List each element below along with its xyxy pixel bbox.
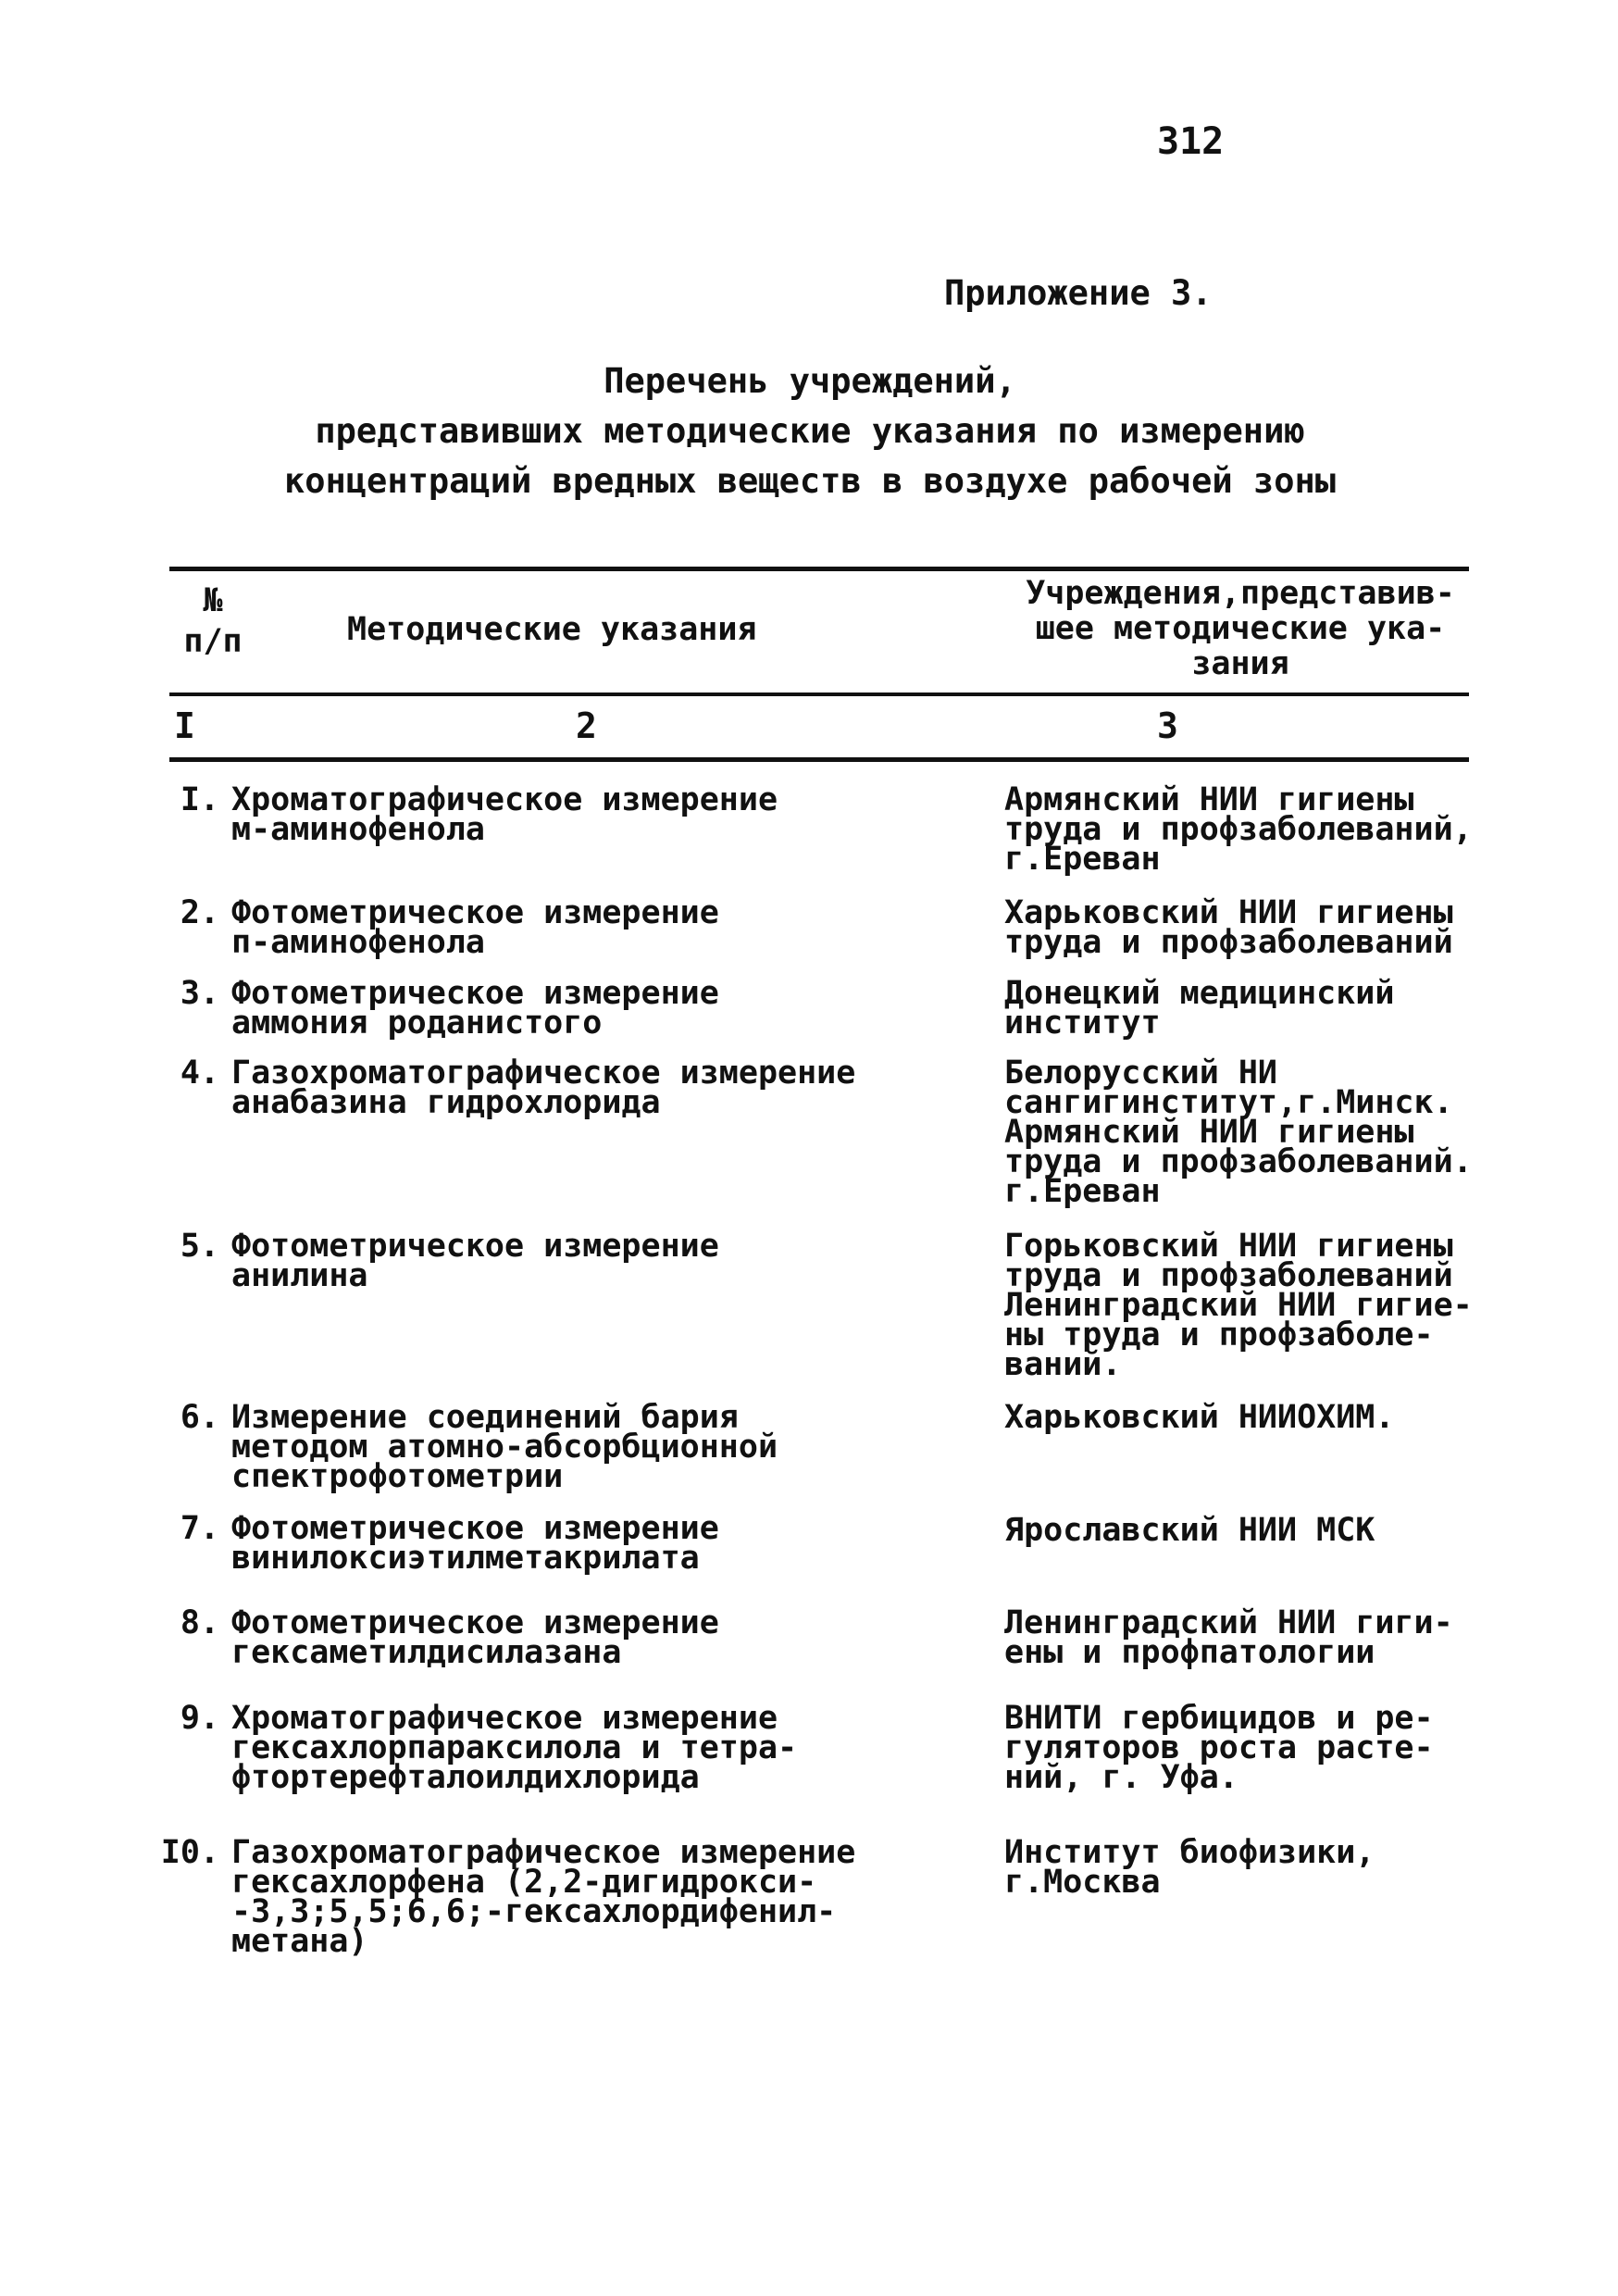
row-method: Газохроматографическое измерение гексахлорфена (2,2-дигидрокси- -3,3;5,5;6,6;-гексахлордифенил- метана) (231, 1834, 856, 1960)
appendix-label: Приложение 3. (944, 273, 1213, 313)
row-institution: Харьковский НИИОХИМ. (1004, 1399, 1395, 1436)
row-number: 4. (180, 1054, 219, 1092)
title-line-1: Перечень учреждений, (604, 361, 1016, 401)
row-method: Газохроматографическое измерение анабазина гидрохлорида (231, 1054, 856, 1121)
header-number: № п/п (183, 582, 243, 660)
row-number: 5. (180, 1228, 219, 1265)
row-number: 3. (180, 975, 219, 1012)
row-number: I. (180, 781, 219, 818)
row-method: Хроматографическое измерение гексахлорпараксилола и тетра- фтортерефталоилдихлорида (231, 1700, 798, 1796)
row-method: Фотометрическое измерение анилина (231, 1228, 719, 1294)
column-number-1: I (174, 705, 195, 746)
row-number: 9. (180, 1700, 219, 1737)
row-number: 6. (180, 1399, 219, 1436)
row-institution: ВНИТИ гербицидов и ре- гуляторов роста расте- ний, г. Уфа. (1004, 1700, 1434, 1796)
row-method: Фотометрическое измерение аммония роданистого (231, 975, 719, 1042)
row-institution: Горьковский НИИ гигиены труда и профзаболеваний Ленинградский НИИ гигие- ны труда и профзаболе- ваний. (1004, 1228, 1473, 1383)
column-number-2: 2 (576, 705, 597, 746)
row-institution: Белорусский НИ сангигинститут,г.Минск. Армянский НИИ гигиены труда и профзаболеваний. г.Ереван (1004, 1054, 1473, 1210)
row-number: 8. (180, 1604, 219, 1641)
column-number-rule (169, 757, 1469, 762)
row-method: Фотометрическое измерение п-аминофенола (231, 894, 719, 961)
title-line-2: представивших методические указания по измерению (315, 411, 1305, 451)
row-institution: Донецкий медицинский институт (1004, 975, 1395, 1042)
title-line-3: концентраций вредных веществ в воздухе рабочей зоны (283, 461, 1337, 501)
table-top-rule (169, 567, 1469, 571)
row-method: Фотометрическое измерение гексаметилдисилазана (231, 1604, 719, 1671)
row-number: 2. (180, 894, 219, 931)
header-method: Методические указания (347, 611, 757, 648)
column-number-3: 3 (1157, 705, 1178, 746)
page-number: 312 (1157, 120, 1225, 163)
row-institution: Институт биофизики, г.Москва (1004, 1834, 1375, 1901)
row-institution: Армянский НИИ гигиены труда и профзаболеваний, г.Ереван (1004, 781, 1473, 878)
row-institution: Ленинградский НИИ гиги- ены и профпатологии (1004, 1604, 1453, 1671)
row-method: Измерение соединений бария методом атомно-абсорбционной спектрофотометрии (231, 1399, 778, 1495)
header-institution: Учреждения,представив- шее методические ука- зания (1026, 575, 1455, 682)
row-method: Фотометрическое измерение винилоксиэтилметакрилата (231, 1510, 719, 1577)
row-number: I0. (160, 1834, 219, 1871)
row-institution: Харьковский НИИ гигиены труда и профзаболеваний (1004, 894, 1453, 961)
document-title (139, 356, 1481, 506)
row-method: Хроматографическое измерение м-аминофенола (231, 781, 778, 848)
row-number: 7. (180, 1510, 219, 1547)
row-institution: Ярославский НИИ МСК (1004, 1512, 1375, 1549)
header-rule (169, 693, 1469, 696)
